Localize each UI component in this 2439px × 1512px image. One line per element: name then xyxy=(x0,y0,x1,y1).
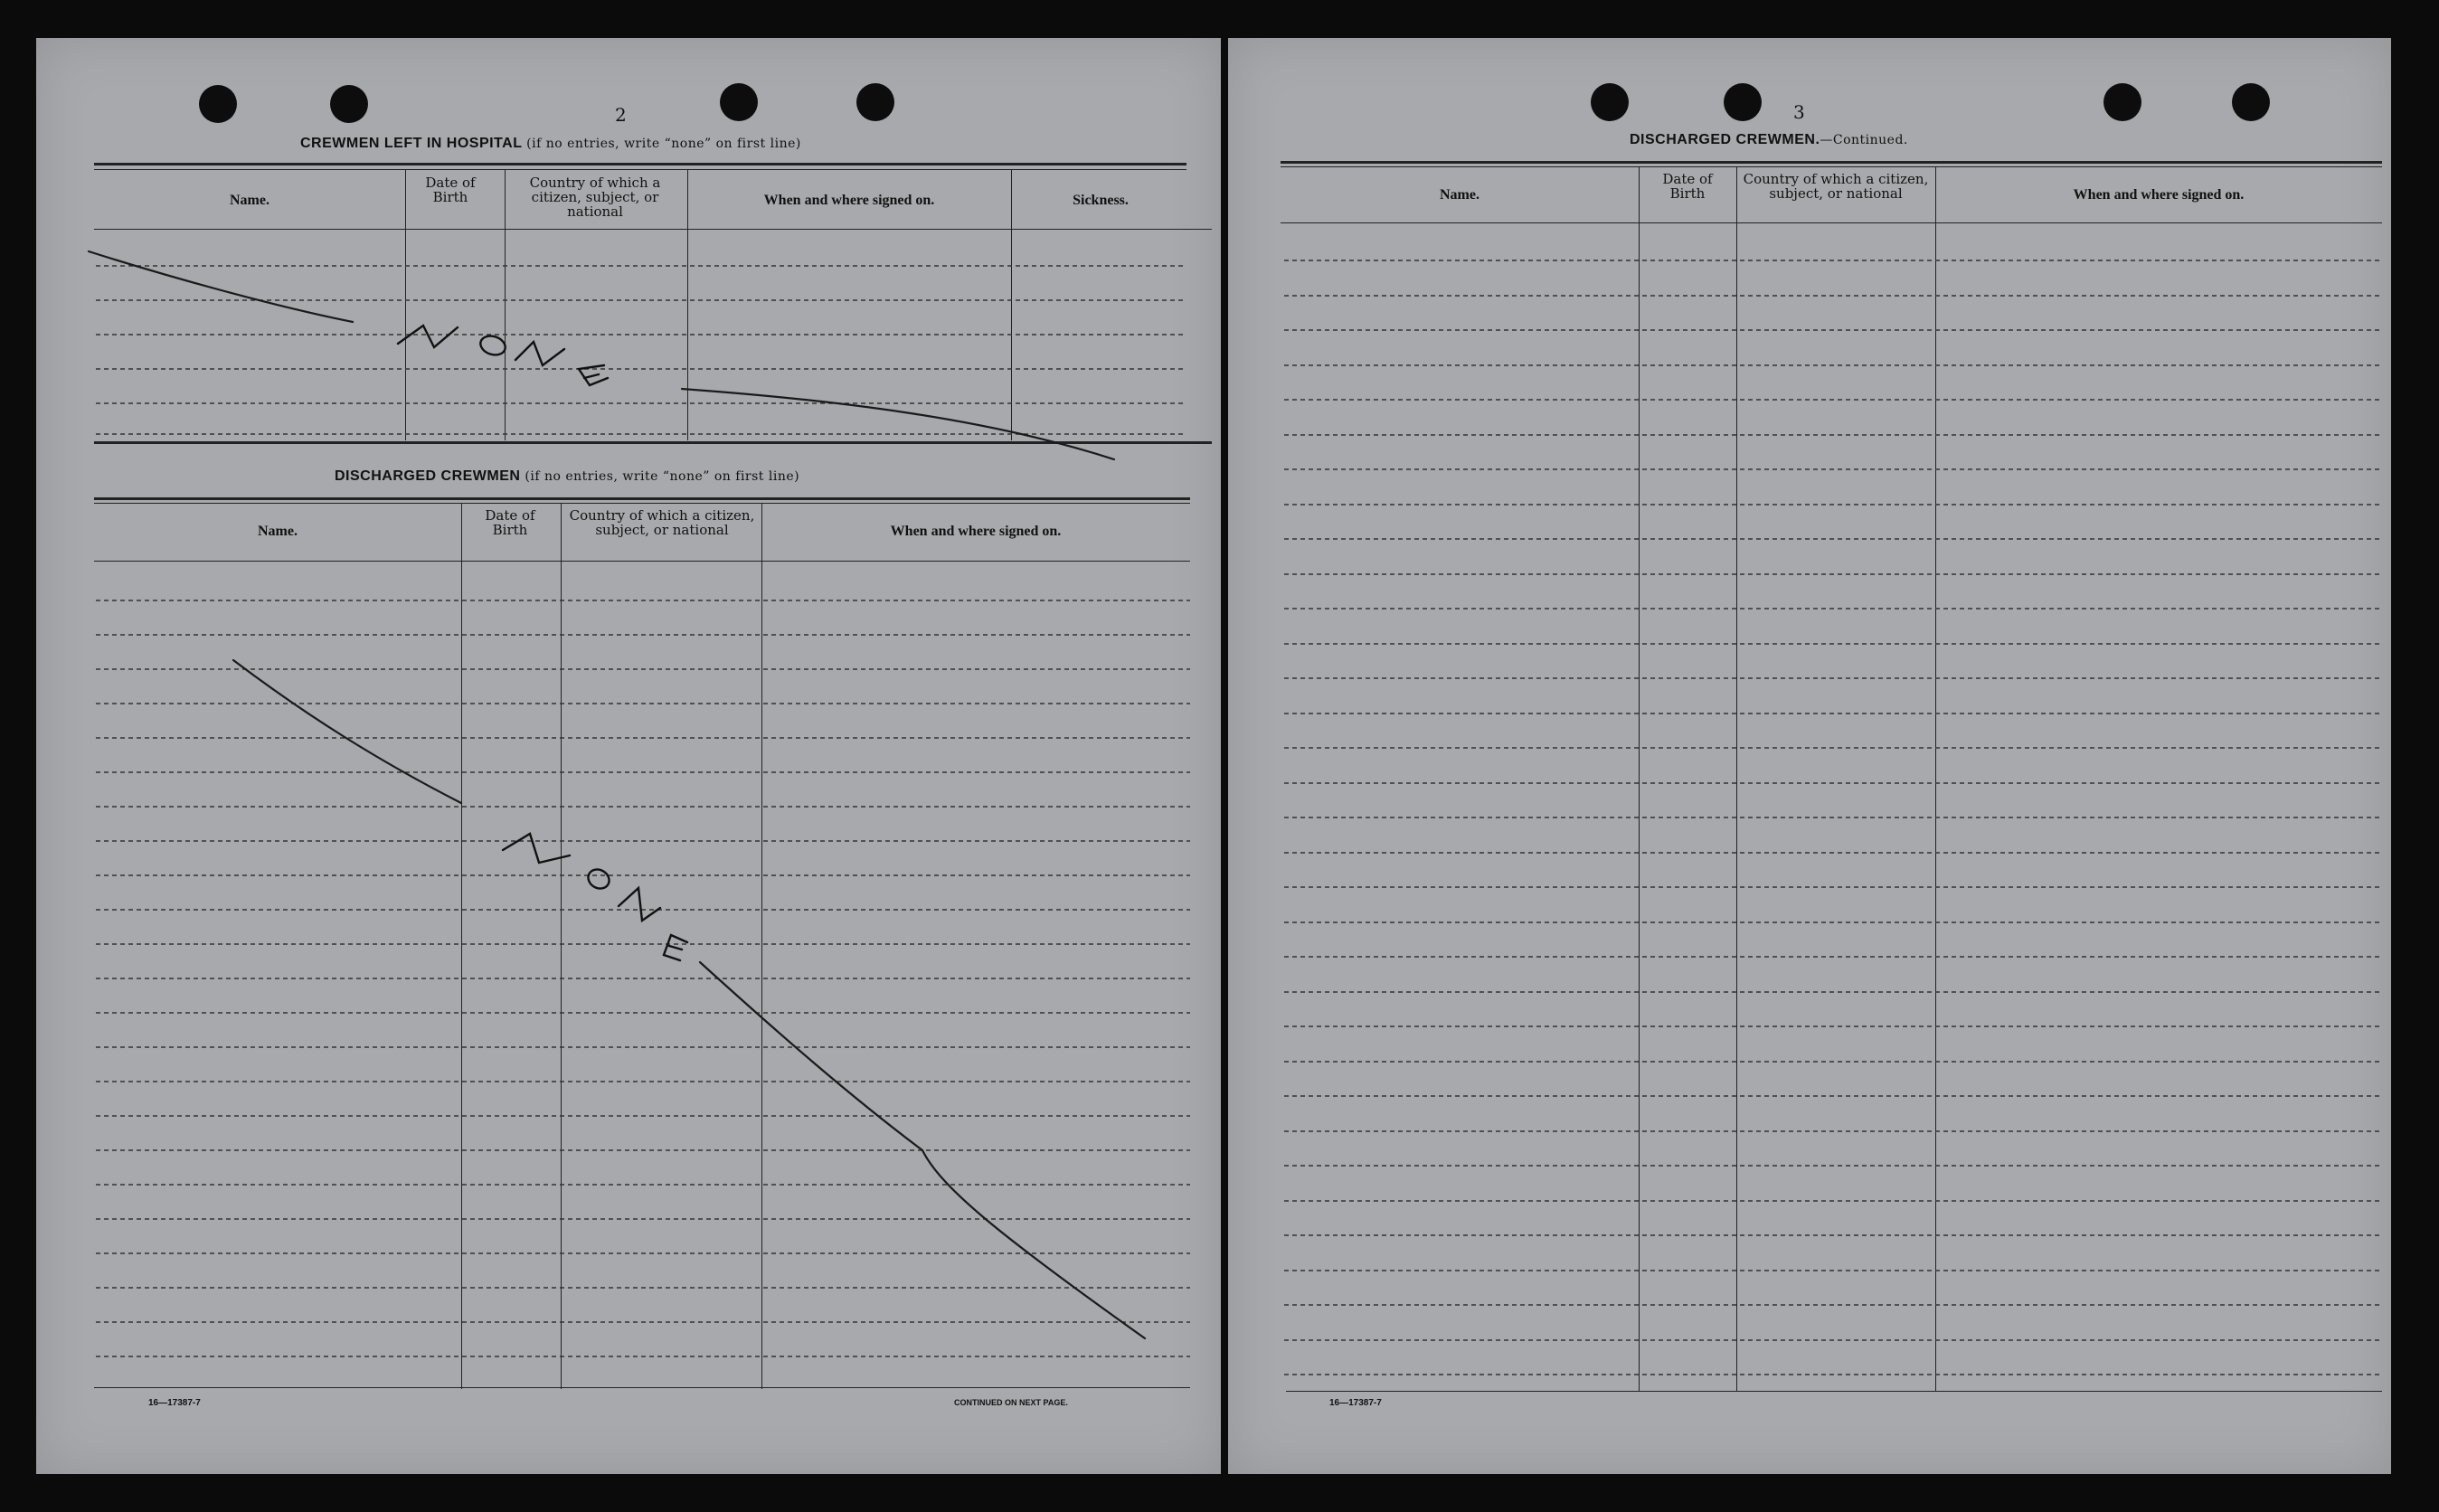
col-header-signed-on: When and where signed on. xyxy=(2073,187,2245,203)
page-number: 2 xyxy=(615,104,627,126)
col-header-name: Name. xyxy=(1440,187,1479,203)
discharged-continued-note: —Continued. xyxy=(1820,133,1908,147)
col-header-date-of-birth: Date of Birth xyxy=(1662,171,1713,202)
col-header-name: Name. xyxy=(258,524,298,539)
col-header-sickness: Sickness. xyxy=(1073,193,1129,208)
hospital-title-note: (if no entries, write “none” on first line) xyxy=(526,137,801,151)
col-header-signed-on: When and where signed on. xyxy=(763,193,935,208)
page-number: 3 xyxy=(1793,101,1805,123)
continued-note: CONTINUED ON NEXT PAGE. xyxy=(954,1398,1068,1407)
form-number: 16—17387-7 xyxy=(148,1398,201,1408)
hospital-title-text: CREWMEN LEFT IN HOSPITAL xyxy=(300,136,523,151)
col-header-date-of-birth: Date of Birth xyxy=(425,175,476,205)
discharged-title-note: (if no entries, write “none” on first line) xyxy=(525,469,800,484)
col-header-country: Country of which a citizen, subject, or national xyxy=(529,175,661,220)
left-page xyxy=(36,38,1221,1474)
right-page xyxy=(1228,38,2391,1474)
col-header-name: Name. xyxy=(230,193,269,208)
col-header-signed-on: When and where signed on. xyxy=(890,524,1062,539)
right-page-lines xyxy=(1228,38,2391,1474)
col-header-country: Country of which a citizen, subject, or national xyxy=(1743,171,1929,202)
handwritten-none-discharged xyxy=(503,834,687,960)
left-page-lines-and-handwriting xyxy=(36,38,1221,1474)
form-number: 16—17387-7 xyxy=(1329,1398,1382,1408)
col-header-date-of-birth: Date of Birth xyxy=(485,507,535,538)
discharged-continued-title-text: DISCHARGED CREWMEN. xyxy=(1630,132,1820,147)
discharged-title-text: DISCHARGED CREWMEN xyxy=(335,468,521,484)
col-header-country: Country of which a citizen, subject, or national xyxy=(569,507,755,538)
